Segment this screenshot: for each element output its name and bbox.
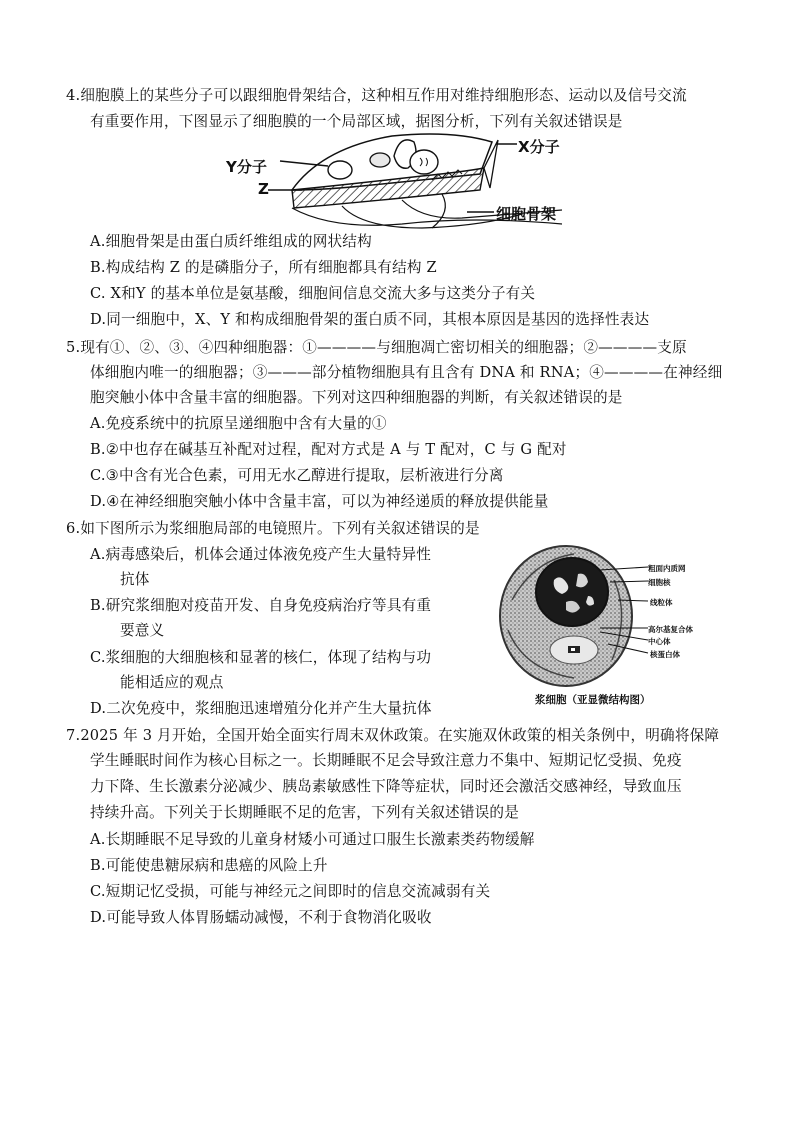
q6-stem: 6.如下图所示为浆细胞局部的电镜照片。下列有关叙述错误的是 [66,520,480,537]
q5-option-b: B.②中也存在碱基互补配对过程，配对方式是 A 与 T 配对，C 与 G 配对 [90,441,567,458]
label-ribosome: 核蛋白体 [650,650,680,659]
q7-option-d: D.可能导致人体胃肠蠕动减慢，不利于食物消化吸收 [90,909,432,926]
q6-option-b-line1: B.研究浆细胞对疫苗开发、自身免疫病治疗等具有重 [90,597,432,614]
q7-stem-line3: 力下降、生长激素分泌减少、胰岛素敏感性下降等症状，同时还会激活交感神经，导致血压 [90,778,682,795]
q4-option-d: D.同一细胞中，X、Y 和构成细胞骨架的蛋白质不同，其根本原因是基因的选择性表达 [90,311,650,328]
q4-option-a: A.细胞骨架是由蛋白质纤维组成的网状结构 [90,233,372,250]
q7-option-b: B.可能使患糖尿病和患癌的风险上升 [90,857,328,874]
q6-option-c-line2: 能相适应的观点 [120,674,224,691]
q6-option-d: D.二次免疫中，浆细胞迅速增殖分化并产生大量抗体 [90,700,432,717]
q7-stem-line2: 学生睡眠时间作为核心目标之一。长期睡眠不足会导致注意力不集中、短期记忆受损、免疫 [90,752,682,769]
q5-option-d: D.④在神经细胞突触小体中含量丰富，可以为神经递质的释放提供能量 [90,493,549,510]
q4-option-c: C. X和Y 的基本单位是氨基酸，细胞间信息交流大多与这类分子有关 [90,285,536,302]
q6-option-a-line2: 抗体 [120,571,150,588]
label-z-structure: Z [258,180,269,198]
q6-option-b-line2: 要意义 [120,622,165,639]
label-rough-er: 粗面内质网 [648,564,686,573]
q7-stem-line1: 7.2025 年 3 月开始，全国开始全面实行周末双休政策。在实施双休政策的相关条例中，明确将保障 [66,727,720,744]
q5-stem-line3: 胞突触小体中含量丰富的细胞器。下列对这四种细胞器的判断，有关叙述错误的是 [90,389,623,406]
q5-stem-line2: 体细胞内唯一的细胞器；③———部分植物细胞具有且含有 DNA 和 RNA；④————在神经细 [90,364,723,381]
label-cytoskeleton: 细胞骨架 [496,205,557,223]
q7-stem-line4: 持续升高。下列关于长期睡眠不足的危害，下列有关叙述错误的是 [90,804,520,821]
q5-option-c: C.③中含有光合色素，可用无水乙醇进行提取，层析液进行分离 [90,467,504,484]
q7-option-a: A.长期睡眠不足导致的儿童身材矮小可通过口服生长激素类药物缓解 [90,831,535,848]
label-golgi: 高尔基复合体 [648,625,693,634]
q6-option-c-line1: C.浆细胞的大细胞核和显著的核仁，体现了结构与功 [90,649,432,666]
q4-stem-line1: 4.细胞膜上的某些分子可以跟细胞骨架结合，这种相互作用对维持细胞形态、运动以及信号交流 [66,87,687,104]
q5-stem-line1: 5.现有①、②、③、④四种细胞器：①————与细胞凋亡密切相关的细胞器；②————支原 [66,339,687,356]
label-y-molecule: Y分子 [226,158,267,176]
q5-option-a: A.免疫系统中的抗原呈递细胞中含有大量的① [90,415,387,432]
q4-stem-line2: 有重要作用，下图显示了细胞膜的一个局部区域，据图分析，下列有关叙述错误是 [90,113,623,130]
label-nucleus: 细胞核 [648,578,671,587]
label-x-molecule: X分子 [518,138,560,156]
q7-option-c: C.短期记忆受损，可能与神经元之间即时的信息交流减弱有关 [90,883,491,900]
label-mitochondria: 线粒体 [650,598,673,607]
plasma-cell-leaders [600,560,650,660]
label-centrosome: 中心体 [648,637,671,646]
q4-option-b: B.构成结构 Z 的是磷脂分子，所有细胞都具有结构 Z [90,259,437,276]
q6-option-a-line1: A.病毒感染后，机体会通过体液免疫产生大量特异性 [90,546,432,563]
plasma-cell-caption: 浆细胞（亚显微结构图） [535,694,651,706]
